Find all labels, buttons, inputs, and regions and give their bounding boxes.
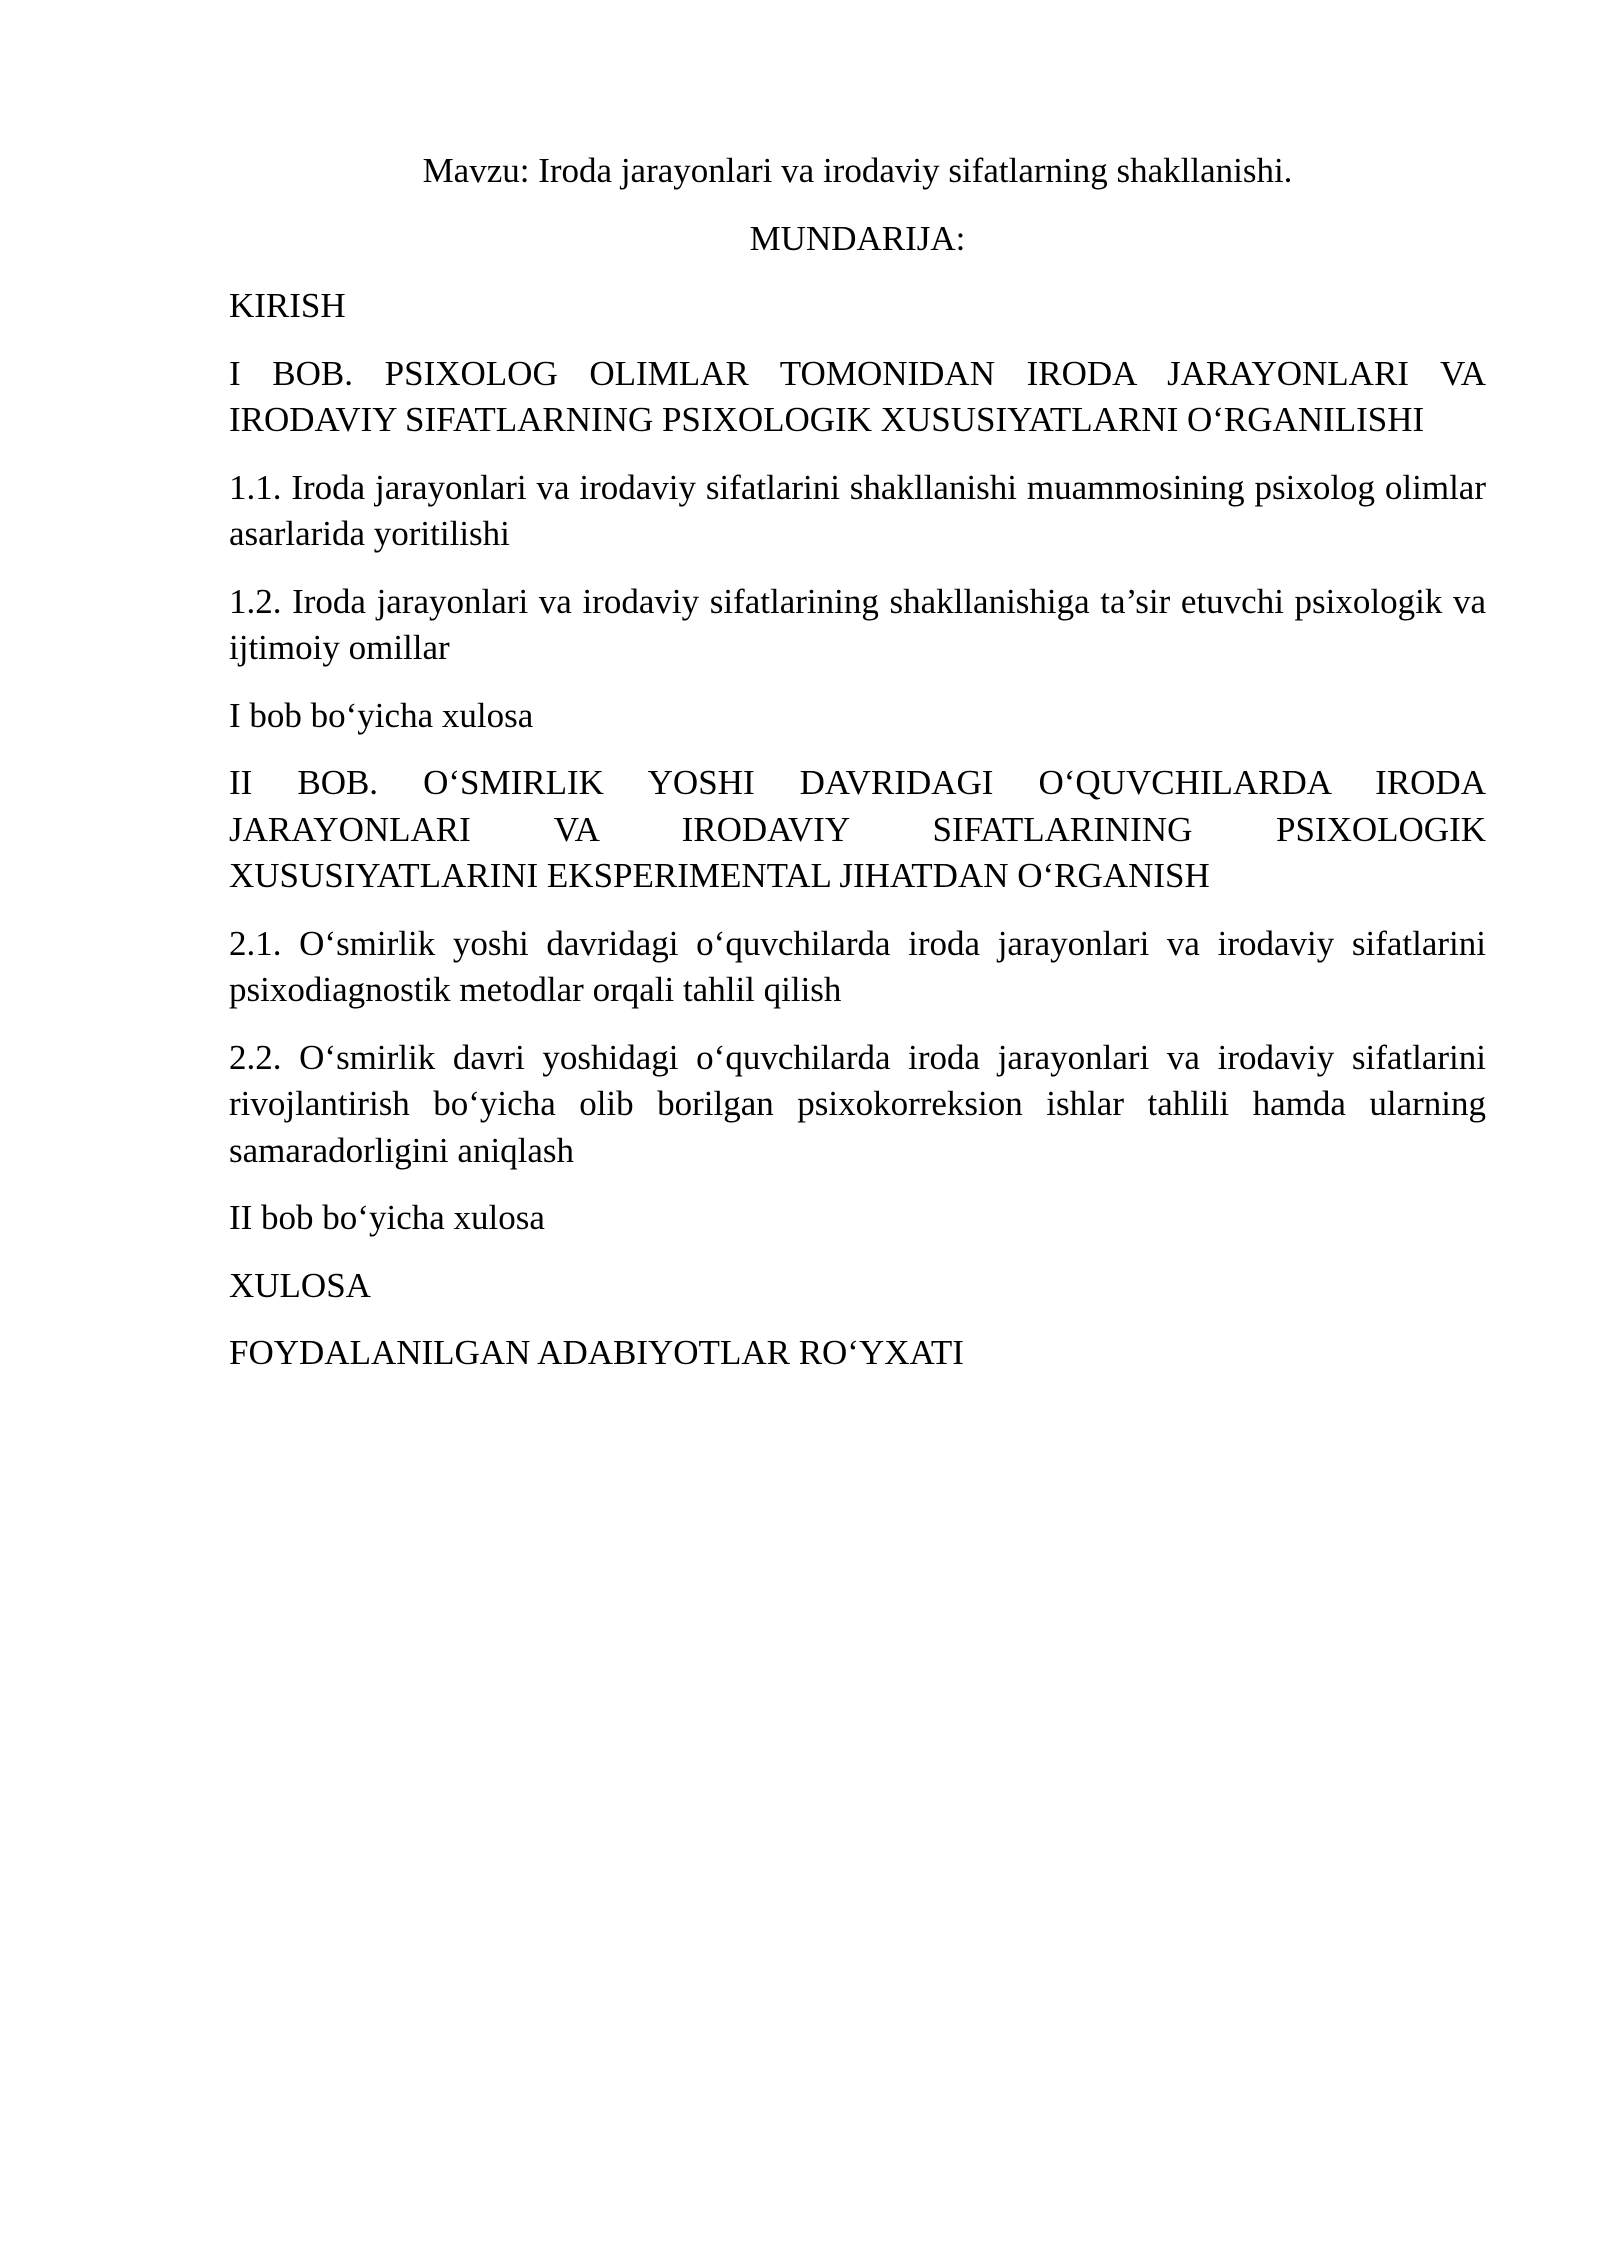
toc-item-chapter-2: II BOB. O‘SMIRLIK YOSHI DAVRIDAGI O‘QUVCHILARDA IRODA JARAYONLARI VA IRODAVIY SIFATLARINING PSIXOLOGIK XUSUSIYATLARINI EKSPERIMENTAL JIHATDAN O‘RGANISH xyxy=(229,763,1486,895)
toc-item-references: FOYDALANILGAN ADABIYOTLAR RO‘YXATI xyxy=(229,1333,964,1372)
toc-item-section-2-2: 2.2. O‘smirlik davri yoshidagi o‘quvchilarda iroda jarayonlari va irodaviy sifatlarini rivojlantirish bo‘yicha olib borilgan psixokorreksion ishlar tahlili hamda ularning samaradorligini aniqlash xyxy=(229,1037,1486,1170)
toc-item-section-2-1: 2.1. O‘smirlik yoshi davridagi o‘quvchilarda iroda jarayonlari va irodaviy sifatlarini psixodiagnostik metodlar orqali tahlil qilish xyxy=(229,923,1486,1009)
toc-item-chapter-1: I BOB. PSIXOLOG OLIMLAR TOMONIDAN IRODA JARAYONLARI VA IRODAVIY SIFATLARNING PSIXOLOGIK XUSUSIYATLARNI O‘RGANILISHI xyxy=(229,353,1486,439)
table-of-contents xyxy=(229,283,1486,1377)
toc-item-section-1-1: 1.1. Iroda jarayonlari va irodaviy sifatlarini shakllanishi muammosining psixolog olimlar asarlarida yoritilishi xyxy=(229,467,1486,553)
toc-item-xulosa: XULOSA xyxy=(229,1265,371,1305)
toc-heading: MUNDARIJA: xyxy=(749,218,966,258)
document-body xyxy=(229,148,1486,1398)
toc-item-chapter-1-conclusion: I bob bo‘yicha xulosa xyxy=(229,695,534,735)
toc-item-chapter-2-conclusion: II bob bo‘yicha xulosa xyxy=(229,1198,545,1237)
document-title: Mavzu: Iroda jarayonlari va irodaviy sifatlarning shakllanishi. xyxy=(422,151,1293,190)
toc-item-section-1-2: 1.2. Iroda jarayonlari va irodaviy sifatlarining shakllanishiga ta’sir etuvchi psixologik va ijtimoiy omillar xyxy=(229,581,1486,667)
toc-item-kirish: KIRISH xyxy=(229,286,346,325)
